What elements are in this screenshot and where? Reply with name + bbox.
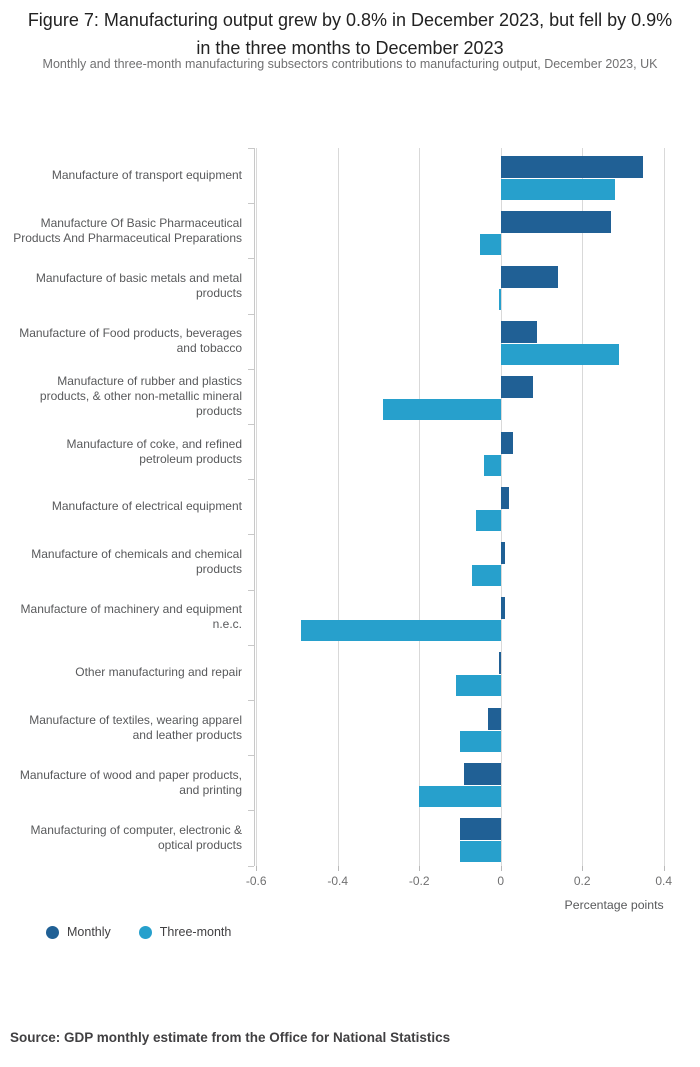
category-label xyxy=(12,810,242,865)
x-axis-tick xyxy=(338,866,339,871)
bar-monthly[interactable] xyxy=(501,211,611,233)
legend-label: Monthly xyxy=(67,925,111,939)
category-label-text: Manufacture of rubber and plastics products, & other non-metallic mineral products xyxy=(39,373,242,418)
category-axis-tick xyxy=(248,755,254,756)
category-axis-tick xyxy=(248,700,254,701)
gridline xyxy=(582,148,583,866)
x-tick-label: -0.4 xyxy=(327,873,349,888)
category-axis-tick xyxy=(248,314,254,315)
bar-monthly[interactable] xyxy=(488,708,500,730)
category-axis-tick xyxy=(248,258,254,259)
category-axis-tick xyxy=(248,810,254,811)
monthly-swatch-icon xyxy=(46,926,59,939)
legend-label: Three-month xyxy=(159,925,232,939)
x-tick-label: -0.6 xyxy=(245,873,267,888)
category-axis-tick xyxy=(248,866,254,867)
bar-monthly[interactable] xyxy=(501,266,558,288)
category-label xyxy=(12,258,242,313)
category-label-text: Manufacture of transport equipment xyxy=(51,168,242,183)
bar-three-month[interactable] xyxy=(484,455,500,476)
x-axis-tick xyxy=(256,866,257,871)
category-label-text: Manufacture of basic metals and metal products xyxy=(35,270,242,300)
category-label xyxy=(12,479,242,534)
bar-three-month[interactable] xyxy=(383,399,501,420)
category-label-text: Other manufacturing and repair xyxy=(75,664,242,679)
gridline xyxy=(664,148,665,866)
bar-three-month[interactable] xyxy=(460,731,501,752)
category-label-text: Manufacture of chemicals and chemical products xyxy=(31,546,242,576)
category-axis-tick xyxy=(248,203,254,204)
category-axis-tick xyxy=(248,645,254,646)
chart-legend xyxy=(46,925,231,939)
category-axis-tick xyxy=(248,148,254,149)
category-label-text: Manufacture of textiles, wearing apparel and leather products xyxy=(29,712,242,742)
category-axis-line xyxy=(254,148,255,866)
category-axis-tick xyxy=(248,424,254,425)
chart-subtitle: Monthly and three-month manufacturing subsectors contributions to manufacturing output, December 2023, UK xyxy=(42,57,658,71)
category-label-text: Manufacture of coke, and refined petroleum products xyxy=(66,436,242,466)
category-label-text: Manufacture of wood and paper products, and printing xyxy=(19,767,242,797)
category-label xyxy=(12,534,242,589)
three-month-swatch-icon xyxy=(139,926,152,939)
x-axis-tick xyxy=(582,866,583,871)
bar-three-month[interactable] xyxy=(501,179,615,200)
category-axis-tick xyxy=(248,369,254,370)
x-axis-title: Percentage points xyxy=(564,897,664,912)
category-label xyxy=(12,645,242,700)
gridline xyxy=(419,148,420,866)
category-label xyxy=(12,755,242,810)
bar-three-month[interactable] xyxy=(499,289,501,310)
bar-three-month[interactable] xyxy=(476,510,500,531)
bar-three-month[interactable] xyxy=(460,841,501,862)
legend-item-three-month[interactable] xyxy=(139,925,232,939)
x-tick-label: 0.4 xyxy=(655,873,673,888)
category-label xyxy=(12,424,242,479)
legend-item-monthly[interactable] xyxy=(46,925,111,939)
x-tick-label: -0.2 xyxy=(408,873,430,888)
category-label-text: Manufacture of Food products, beverages and tobacco xyxy=(19,326,242,356)
x-axis-tick xyxy=(664,866,665,871)
bar-monthly[interactable] xyxy=(501,156,644,178)
category-label-text: Manufacture of machinery and equipment n.e.c. xyxy=(20,602,242,632)
bar-three-month[interactable] xyxy=(480,234,500,255)
category-axis-tick xyxy=(248,534,254,535)
category-label xyxy=(12,700,242,755)
bar-three-month[interactable] xyxy=(501,344,619,365)
gridline xyxy=(256,148,257,866)
bar-monthly[interactable] xyxy=(501,487,509,509)
category-axis-tick xyxy=(248,590,254,591)
category-label-text: Manufacture Of Basic Pharmaceutical Products And Pharmaceutical Preparations xyxy=(13,215,242,245)
bar-three-month[interactable] xyxy=(301,620,501,641)
category-label xyxy=(12,148,242,203)
category-axis-tick xyxy=(248,479,254,480)
chart-title: Figure 7: Manufacturing output grew by 0.8% in December 2023, but fell by 0.9% in the three months to December 2023 xyxy=(27,10,673,58)
category-label xyxy=(12,314,242,369)
bar-monthly[interactable] xyxy=(499,652,501,674)
bar-three-month[interactable] xyxy=(472,565,501,586)
bar-monthly[interactable] xyxy=(460,818,501,840)
source-note: Source: GDP monthly estimate from the Office for National Statistics xyxy=(10,1030,451,1045)
category-label xyxy=(12,203,242,258)
category-label-text: Manufacture of electrical equipment xyxy=(51,499,242,514)
bar-monthly[interactable] xyxy=(501,321,538,343)
bar-monthly[interactable] xyxy=(501,432,513,454)
category-label xyxy=(12,590,242,645)
x-axis-tick xyxy=(419,866,420,871)
bar-three-month[interactable] xyxy=(419,786,501,807)
gridline xyxy=(338,148,339,866)
bar-monthly[interactable] xyxy=(501,376,534,398)
bar-monthly[interactable] xyxy=(464,763,501,785)
x-axis-tick xyxy=(501,866,502,871)
x-tick-label: 0.2 xyxy=(573,873,591,888)
bar-monthly[interactable] xyxy=(501,597,505,619)
chart-area xyxy=(0,140,700,920)
category-label xyxy=(12,369,242,424)
category-label-text: Manufacturing of computer, electronic & optical products xyxy=(30,822,242,852)
x-tick-label: 0 xyxy=(497,873,505,888)
bar-monthly[interactable] xyxy=(501,542,505,564)
bar-three-month[interactable] xyxy=(456,675,501,696)
